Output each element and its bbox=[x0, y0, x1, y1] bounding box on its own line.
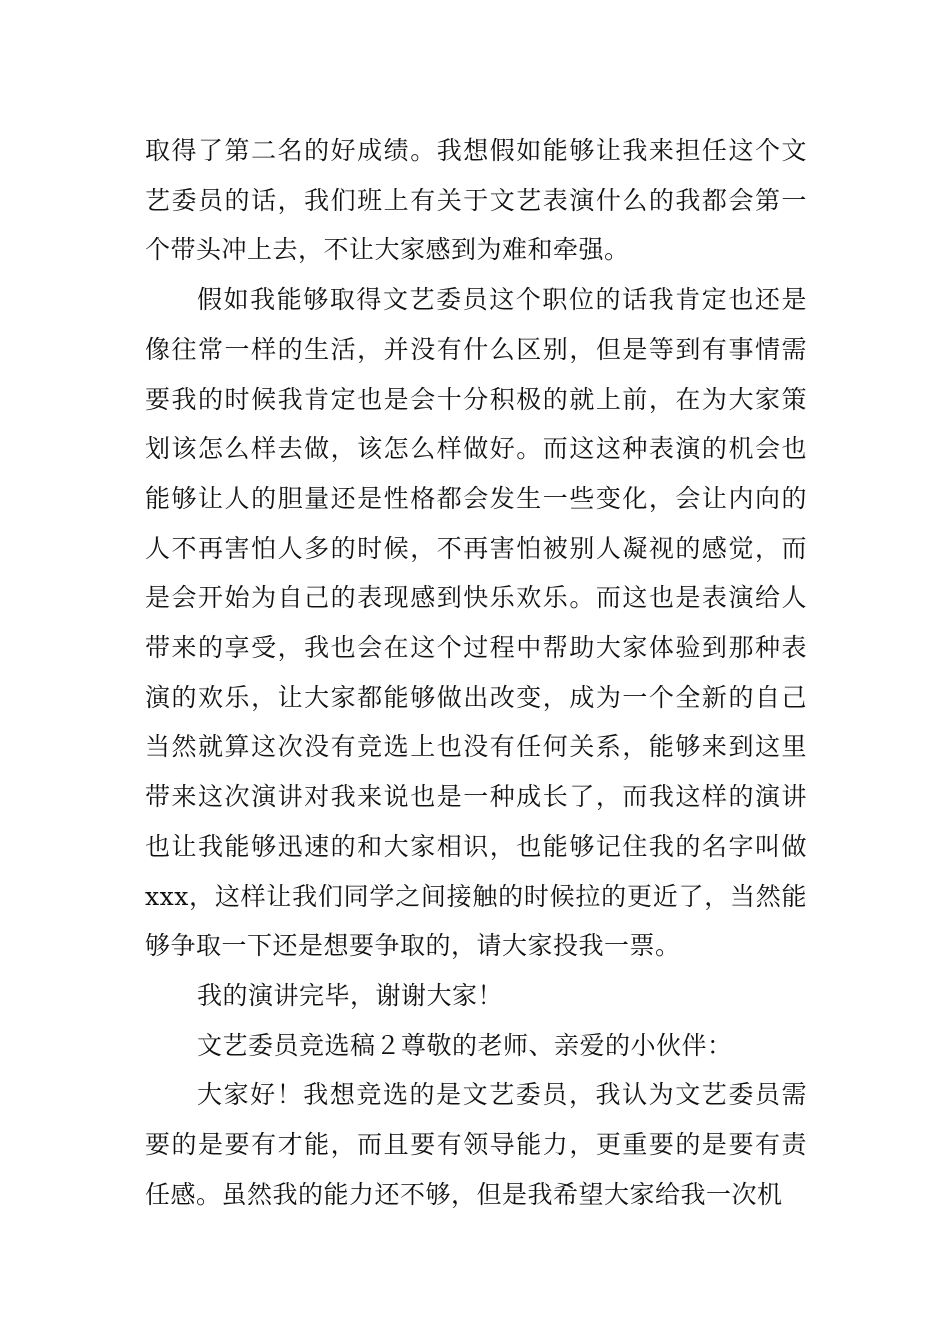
paragraph-5: 大家好！我想竞选的是文艺委员，我认为文艺委员需要的是要有才能，而且要有领导能力，更重要的是要有责任感。虽然我的能力还不够，但是我希望大家给我一次机 bbox=[145, 1080, 807, 1209]
paragraph-1: 取得了第二名的好成绩。我想假如能够让我来担任这个文艺委员的话，我们班上有关于文艺表演什么的我都会第一个带头冲上去，不让大家感到为难和牵强。 bbox=[145, 136, 807, 265]
document-body bbox=[145, 126, 807, 1219]
paragraph-4: 文艺委员竞选稿２尊敬的老师、亲爱的小伙伴： bbox=[197, 1030, 733, 1060]
paragraph-3: 我的演讲完毕，谢谢大家！ bbox=[197, 980, 504, 1010]
paragraph-2: 假如我能够取得文艺委员这个职位的话我肯定也还是像往常一样的生活，并没有什么区别，但是等到有事情需要我的时候我肯定也是会十分积极的就上前，在为大家策划该怎么样去做，该怎么样做好。而这这种表演的机会也能够让人的胆量还是性格都会发生一些变化，会让内向的人不再害怕人多的时候，不再害怕被别人凝视的感觉，而是会开始为自己的表现感到快乐欢乐。而这也是表演给人带来的享受，我也会在这个过程中帮助大家体验到那种表演的欢乐，让大家都能够做出改变，成为一个全新的自己当然就算这次没有竞选上也没有任何关系，能够来到这里带来这次演讲对我来说也是一种成长了，而我这样的演讲也让我能够迅速的和大家相识，也能够记住我的名字叫做xxx，这样让我们同学之间接触的时候拉的更近了，当然能够争取一下还是想要争取的，请大家投我一票。 bbox=[145, 285, 807, 961]
